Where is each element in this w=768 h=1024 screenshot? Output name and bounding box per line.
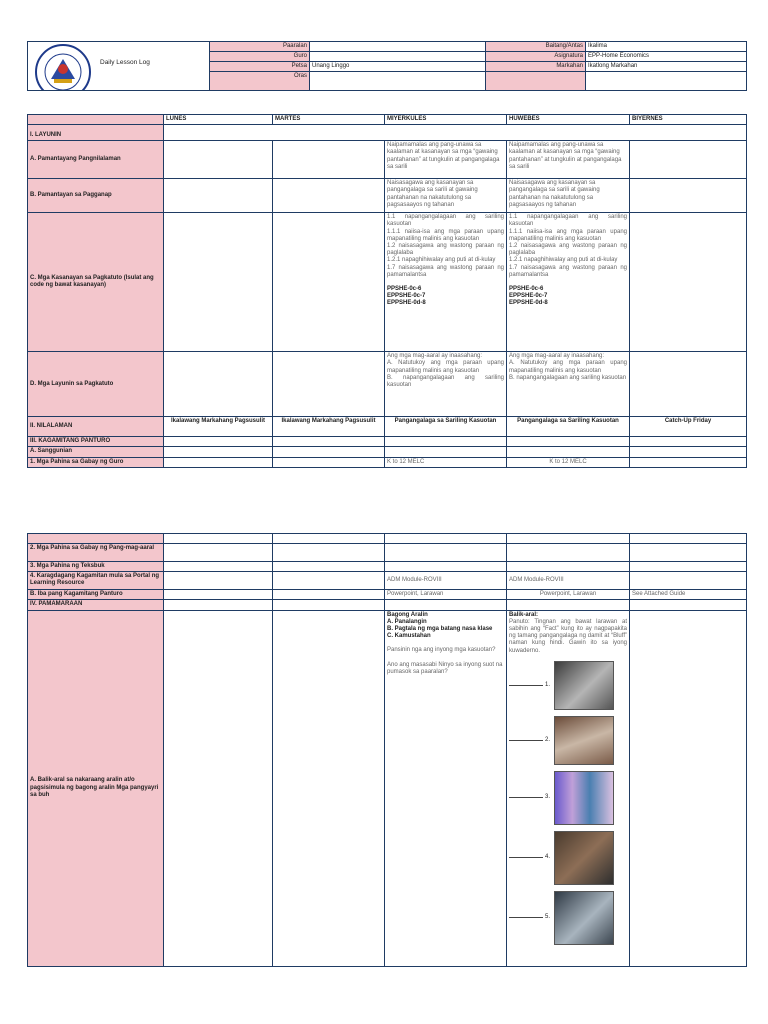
corner-cell [28,115,164,125]
label-asignatura: Asignatura [486,52,586,62]
fact-bluff-item [509,661,627,710]
layunin-line: Ang mga mag-aaral ay inaasahang: [387,353,483,360]
miy-pagganap-text: Naisasagawa ang kasanayan sa pangangalaga sa sarili at gawaing pantahanan na nakatutulong sa pagsasaayos ng tahanan [385,179,507,213]
fact-bluff-item [509,716,627,765]
label-markahan: Markahan [486,62,586,72]
kasanayan-line: 1.7 naisasagawa ang wastong paraan ng pamamalantsa [387,264,504,278]
day-lunes: LUNES [164,115,273,125]
huw-balik-aral [507,610,630,966]
kasanayan-line: 1.1 napangangalagaan ang sariling kasuotan [509,214,627,228]
huw-ppt: Powerpoint, Larawan [507,590,630,600]
nilalaman-miyerkules: Pangangalaga sa Sariling Kasuotan [385,417,507,437]
item-number: 1. [545,681,551,688]
layunin-empty [164,125,747,141]
panalangin: A. Panalangin [387,618,427,625]
answer-blank[interactable] [509,857,543,858]
value-markahan[interactable]: Ikatlong Markahan [586,62,747,72]
section-pamamaraan: IV. PAMAMARAAN [28,600,164,610]
day-martes: MARTES [273,115,385,125]
answer-blank[interactable] [509,685,543,686]
label-gabay-guro: 1. Mga Pahina sa Gabay ng Guro [28,457,164,467]
value-paaralan[interactable] [310,42,486,52]
biy-guide: See Attached Guide [630,590,747,600]
item-number: 4. [545,854,551,861]
label-paaralan: Paaralan [210,42,310,52]
layunin-line: B. napangangalagaan ang sariling kasuotan [509,374,627,381]
clothes-photo-3 [554,771,614,825]
pagtala: B. Pagtala ng mga batang nasa klase [387,626,493,633]
miy-bagong-aralin [385,610,507,966]
layunin-line: A. Natutukoy ang mga paraan upang mapanatiling malinis ang kasuotan [387,360,504,374]
layunin-line: A. Natutukoy ang mga paraan upang mapanatiling malinis ang kasuotan [509,360,627,374]
label-baitang: Baitang/Antas [486,42,586,52]
layunin-line: B. napangangalagaan ang sariling kasuotan [387,374,504,389]
miy-adm: ADM Module-ROVIII [385,572,507,590]
value-baitang[interactable]: Ikalima [586,42,747,52]
label-empty [486,72,586,91]
fact-bluff-item [509,771,627,825]
huw-kasanayan [507,213,630,352]
huw-adm: ADM Module-ROVIII [507,572,630,590]
code-1: PPSHE-0c-6 [509,286,544,293]
clothes-photo-1 [554,661,614,710]
huw-melc: K to 12 MELC [507,457,630,467]
balik-aral-instructions: Panuto: Tingnan ang bawat larawan at sabihin ang “Fact” kung ito ay nagpapakita ng tamang pangangalaga ng damit at “Bluff” naman kung hindi. Gawin ito sa iyong kuwaderno. [509,618,627,654]
item-number: 3. [545,794,551,801]
label-kasanayan: C. Mga Kasanayan sa Pagkatuto (Isulat ang code ng bawat kasanayan) [28,213,164,352]
day-huwebes: HUWEBES [507,115,630,125]
kasanayan-line: 1.2.1 napaghihiwalay ang puti at di-kulay [509,257,618,264]
nilalaman-biyernes: Catch-Up Friday [630,417,747,437]
value-asignatura[interactable]: EPP-Home Economics [586,52,747,62]
label-teksbuk: 3. Mga Pahina ng Teksbuk [28,562,164,572]
huw-pamantayan-text: Naipamamalas ang pang-unawa sa kaalaman at kasanayan sa mga “gawaing pantahanan” at tungkulin at pangangalaga sa sarili [507,141,630,179]
label-gabay-mag-aaral: 2. Mga Pahina sa Gabay ng Pang-mag-aaral [28,544,164,562]
kasanayan-line: 1.1.1 naiisa-isa ang mga paraan upang mapanatiling malinis ang kasuotan [387,228,504,242]
label-karagdagang-kagamitan: 4. Karagdagang Kagamitan mula sa Portal ng Learning Resource [28,572,164,590]
deped-seal-icon [32,43,94,91]
section-layunin: I. LAYUNIN [28,125,164,141]
bagong-aralin-head: Bagong Aralin [387,611,428,618]
kasanayan-line: 1.2.1 napaghihiwalay ang puti at di-kulay [387,257,496,264]
value-oras[interactable] [310,72,486,91]
nilalaman-lunes: Ikalawang Markahang Pagsusulit [164,417,273,437]
fact-bluff-item [509,891,627,945]
label-iba-pang-kagamitan: B. Iba pang Kagamitang Panturo [28,590,164,600]
label-balik-aral: A. Balik-aral sa nakaraang aralin at/o pagsisimula ng bagong aralin Mga pangyayri sa buh [28,610,164,966]
layunin-line: Ang mga mag-aaral ay inaasahang: [509,353,605,360]
section-kagamitan: III. KAGAMITANG PANTURO [28,437,164,447]
miy-ppt: Powerpoint, Larawan [385,590,507,600]
doc-title: Daily Lesson Log [100,59,150,66]
label-petsa: Petsa [210,62,310,72]
item-number: 5. [545,914,551,921]
code-3: EPPSHE-0d-8 [509,300,548,307]
label-sanggunian: A. Sanggunian [28,447,164,457]
item-number: 2. [545,736,551,743]
nilalaman-martes: Ikalawang Markahang Pagsusulit [273,417,385,437]
label-pamantayang-pangnilalaman: A. Pamantayang Pangnilalaman [28,141,164,179]
code-1: PPSHE-0c-6 [387,286,422,293]
nilalaman-huwebes: Pangangalaga sa Sariling Kasuotan [507,417,630,437]
balik-aral-head: Balik-aral: [509,611,539,618]
day-biyernes: BIYERNES [630,115,747,125]
miy-melc: K to 12 MELC [385,457,507,467]
code-2: EPPSHE-0c-7 [387,293,426,300]
code-2: EPPSHE-0c-7 [509,293,548,300]
kasanayan-line: 1.2 naisasagawa ang wastong paraan ng paglalaba [387,243,504,257]
kasanayan-line: 1.7 naisasagawa ang wastong paraan ng pamamalantsa [509,264,627,278]
label-pamantayan-pagganap: B. Pamantayan sa Pagganap [28,179,164,213]
kamustahan: C. Kamustahan [387,633,431,640]
logo-cell [28,42,210,91]
day-miyerkules: MIYERKULES [385,115,507,125]
value-petsa[interactable]: Unang Linggo [310,62,486,72]
header-table [27,41,747,91]
question-2: Ano ang masasabi Ninyo sa inyong suot na pumasok sa paaralan? [387,661,503,675]
clothes-photo-2 [554,716,614,765]
clothes-photo-5 [554,891,614,945]
huw-pagganap-text: Naisasagawa ang kasanayan sa pangangalaga sa sarili at gawaing pantahanan na nakatutulong sa pagsasaayos ng tahanan [507,179,630,213]
label-layunin-pagkatuto: D. Mga Layunin sa Pagkatuto [28,352,164,417]
label-oras: Oras [210,72,310,91]
clothes-photo-4 [554,831,614,885]
answer-blank[interactable] [509,917,543,918]
fact-bluff-item [509,831,627,885]
kasanayan-line: 1.2 naisasagawa ang wastong paraan ng paglalaba [509,243,627,257]
lesson-table-2 [27,533,747,967]
section-nilalaman: II. NILALAMAN [28,417,164,437]
kasanayan-line: 1.1 napangangalagaan ang sariling kasuotan [387,214,504,228]
huw-layunin [507,352,630,417]
question-1: Pansinin nga ang inyong mga kasuotan? [387,647,496,654]
answer-blank[interactable] [509,740,543,741]
code-3: EPPSHE-0d-8 [387,300,426,307]
label-guro: Guro [210,52,310,62]
miy-layunin [385,352,507,417]
miy-pamantayan-text: Naipamamalas ang pang-unawa sa kaalaman at kasanayan sa mga “gawaing pantahanan” at tungkulin at pangangalaga sa sarili [385,141,507,179]
kasanayan-line: 1.1.1 naiisa-isa ang mga paraan upang mapanatiling malinis ang kasuotan [509,228,627,242]
lesson-table-1 [27,114,747,468]
miy-kasanayan [385,213,507,352]
value-empty[interactable] [586,72,747,91]
value-guro[interactable] [310,52,486,62]
answer-blank[interactable] [509,797,543,798]
